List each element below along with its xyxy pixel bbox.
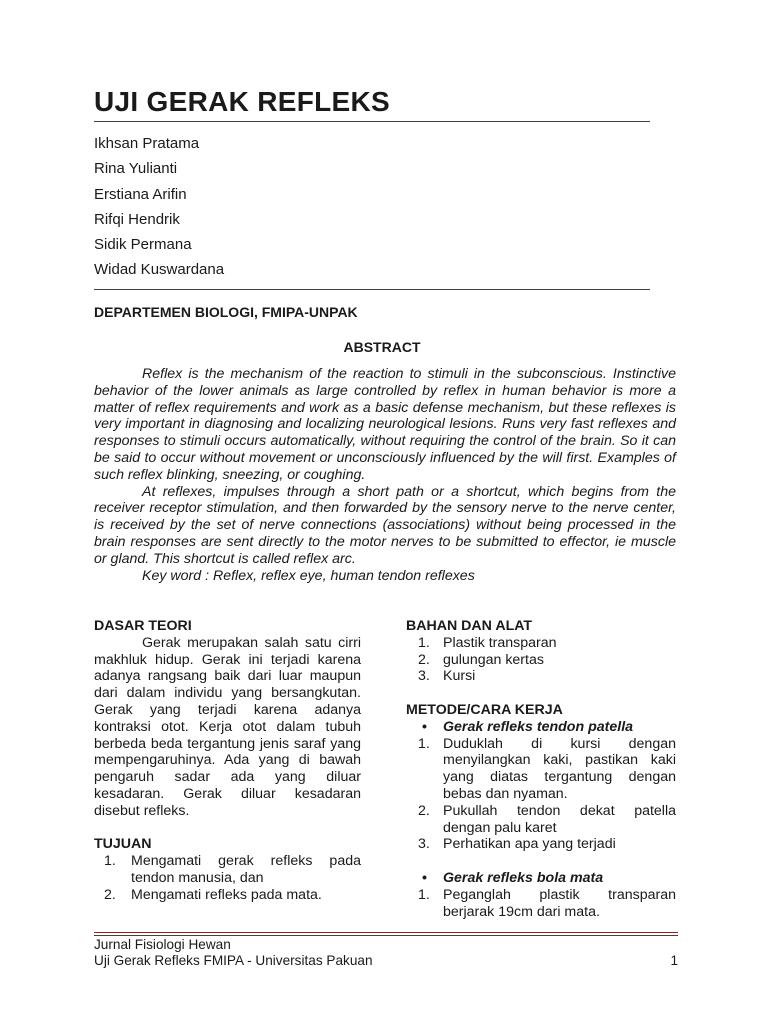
- list-item-text: gulungan kertas: [443, 651, 544, 668]
- list-number: 1.: [418, 735, 430, 752]
- footer-divider: [94, 932, 678, 933]
- list-number: 1.: [104, 853, 116, 870]
- author-name: Widad Kuswardana: [94, 261, 225, 279]
- section-heading-bahan-alat: BAHAN DAN ALAT: [406, 618, 533, 634]
- abstract-paragraph: At reflexes, impulses through a short path or a shortcut, which begins from the receiver receptor stimulation, and then forwarded by the sensory nerve to the nerve center, is received by the set of nerve connections (associations) without being processed in the brain responses are sent directly to the motor nerves to be submitted to effector, ie muscle or gland. This shortcut is called reflex arc.: [94, 483, 676, 567]
- footer-divider-thin: [94, 935, 678, 936]
- list-item: [94, 887, 361, 904]
- abstract-paragraph: Reflex is the mechanism of the reaction to stimuli in the subconscious. Instinctive behavior of the lower animals as large controlled by reflex in human behavior is more a matter of reflex requirements and work as a basic defense mechanism, but these reflexes is very important in diagnosing and localizing neurological lesions. Runs very fast reflexes and responses to stimuli occurs automatically, without requiring the control of the brain. So it can be said to occur without movement or unconsciously influenced by the will first. Examples of such reflex blinking, sneezing, or coughing.: [94, 366, 676, 483]
- subsection-title: Gerak refleks tendon patella: [443, 718, 634, 735]
- list-number: 2.: [104, 886, 116, 903]
- title-divider: [94, 121, 650, 122]
- abstract-body: [94, 366, 676, 584]
- list-item: [94, 853, 361, 887]
- page-footer: [94, 937, 678, 969]
- subsection-bola-mata: [406, 870, 676, 887]
- list-item-text: Plastik transparan: [443, 634, 557, 651]
- list-item-text: Mengamati refleks pada mata.: [131, 886, 322, 903]
- section-heading-metode: METODE/CARA KERJA: [406, 701, 563, 718]
- subsection-title: Gerak refleks bola mata: [443, 869, 604, 886]
- abstract-heading: ABSTRACT: [343, 339, 421, 355]
- left-column: [94, 618, 361, 904]
- list-item-text: Pukullah tendon dekat patella dengan palu karet: [443, 802, 676, 836]
- list-item: [406, 635, 676, 652]
- footer-journal: Jurnal Fisiologi Hewan: [94, 937, 231, 952]
- list-number: 1.: [418, 886, 430, 903]
- author-name: Sidik Permana: [94, 236, 192, 254]
- list-item: [406, 836, 676, 853]
- list-item-text: Kursi: [443, 668, 476, 685]
- authors-divider: [94, 289, 650, 290]
- list-item: [406, 887, 676, 921]
- author-name: Erstiana Arifin: [94, 185, 187, 203]
- bahan-list: [406, 635, 676, 685]
- list-number: 2.: [418, 651, 430, 668]
- subsection-patella: [406, 719, 676, 736]
- list-item-text: Duduklah di kursi dengan menyilangkan kaki, pastikan kaki yang diatas tergantung dengan bebas dan nyaman.: [443, 735, 676, 802]
- list-item: [406, 736, 676, 803]
- bullet-icon: •: [422, 869, 427, 886]
- bullet-icon: •: [422, 718, 427, 735]
- list-item: [406, 803, 676, 837]
- list-item-text: Perhatikan apa yang terjadi: [443, 836, 616, 853]
- bola-mata-steps: [406, 887, 676, 921]
- author-name: Rina Yulianti: [94, 160, 178, 178]
- list-item: [406, 652, 676, 669]
- list-number: 1.: [418, 634, 430, 651]
- paper-title: UJI GERAK REFLEKS: [94, 86, 391, 117]
- list-item-text: Peganglah plastik transparan berjarak 19cm dari mata.: [443, 886, 676, 920]
- list-number: 3.: [418, 836, 430, 853]
- section-heading-dasar-teori: DASAR TEORI: [94, 618, 192, 634]
- footer-subtitle: Uji Gerak Refleks FMIPA - Universitas Pakuan: [94, 953, 373, 968]
- page-number: 1: [670, 953, 678, 968]
- author-name: Ikhsan Pratama: [94, 135, 200, 152]
- author-name: Rifqi Hendrik: [94, 210, 180, 228]
- list-item: [406, 668, 676, 685]
- patella-steps: [406, 736, 676, 854]
- author-list: [94, 131, 224, 283]
- keywords: Key word : Reflex, reflex eye, human tendon reflexes: [142, 567, 475, 584]
- dasar-teori-text: Gerak merupakan salah satu cirri makhluk hidup. Gerak ini terjadi karena adanya rangsang baik dari luar maupun dari dalam individu yang bersangkutan. Gerak yang terjadi karena adanya kontraksi otot. Kerja otot dalam tubuh berbeda beda tergantung jenis saraf yang mempengaruhinya. Ada yang di bawah pengaruh sadar ada yang diluar kesadaran. Gerak diluar kesadaran disebut refleks.: [94, 634, 361, 819]
- list-number: 3.: [418, 668, 430, 685]
- tujuan-list: [94, 853, 361, 903]
- list-number: 2.: [418, 802, 430, 819]
- list-item-text: Mengamati gerak refleks pada tendon manusia, dan: [131, 853, 361, 886]
- department-affiliation: DEPARTEMEN BIOLOGI, FMIPA-UNPAK: [94, 304, 358, 320]
- section-heading-tujuan: TUJUAN: [94, 836, 152, 853]
- right-column: [406, 618, 676, 920]
